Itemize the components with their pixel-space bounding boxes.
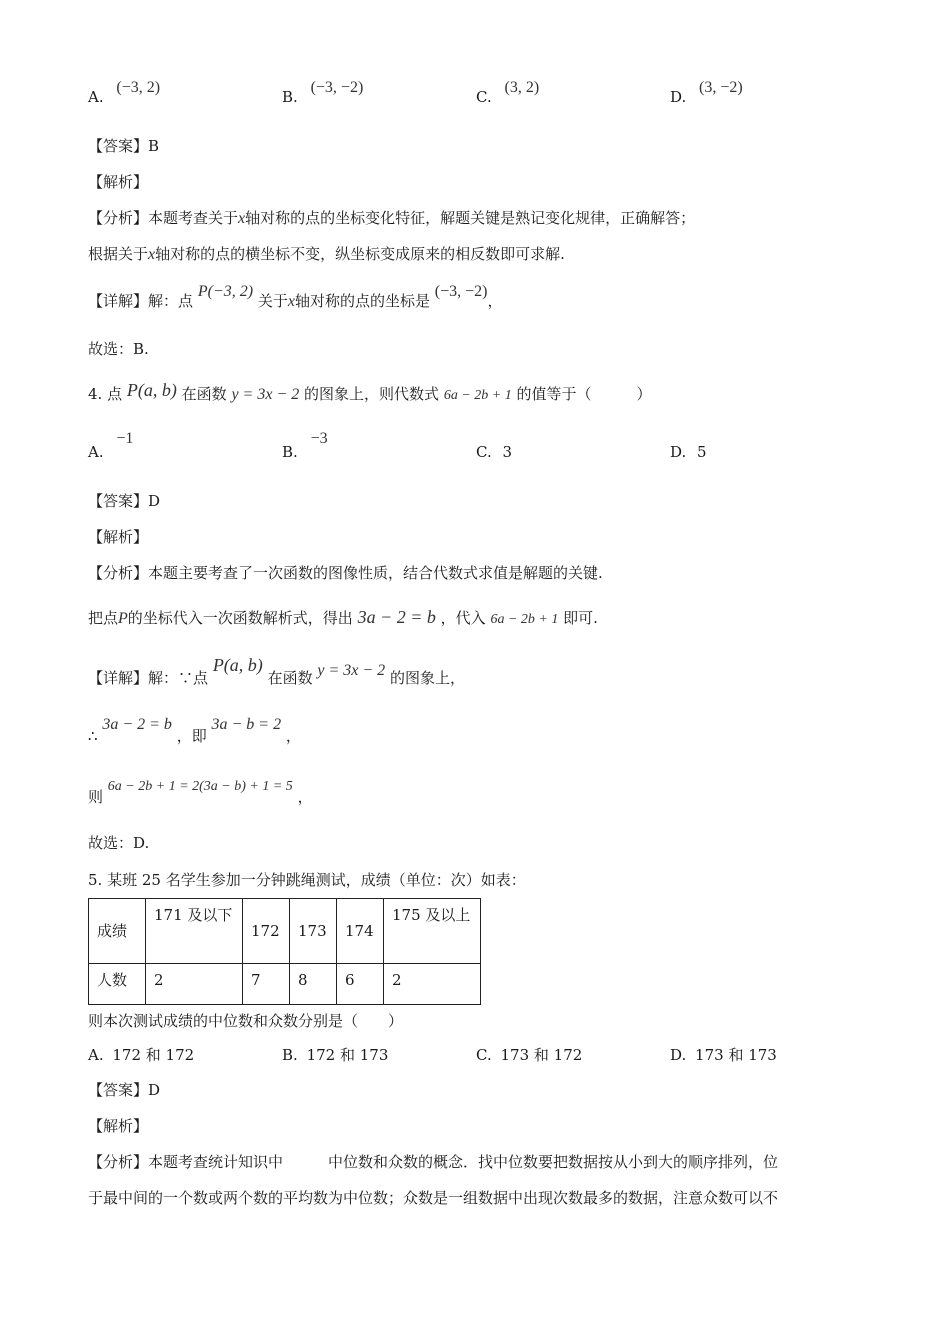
- q5-jiexi: 【解析】: [88, 1117, 149, 1135]
- q3-detail: 【详解】解：点 P(−3, 2) 关于x轴对称的点的坐标是 (−3, −2)，: [88, 283, 503, 310]
- table-cell: 175 及以上: [384, 899, 481, 964]
- q4-option-b: B. −3: [282, 430, 328, 461]
- q4-step1: ∴ 3a − 2 = b ，即 3a − b = 2 ，: [88, 716, 301, 745]
- q4-method: 把点P的坐标代入一次函数解析式，得出 3a − 2 = b ，代入 6a − 2b + 1 即可.: [88, 607, 598, 627]
- q5-question: 则本次测试成绩的中位数和众数分别是（ ）: [88, 1012, 404, 1030]
- q4-stem: 4. 点 P(a, b) 在函数 y = 3x − 2 的图象上，则代数式 6a − 2b + 1 的值等于（ ）: [88, 380, 652, 403]
- table-cell: 171 及以下: [146, 899, 243, 964]
- q5-option-a: A. 172 和 172: [88, 1046, 195, 1064]
- table-cell: 2: [384, 964, 481, 1005]
- table-cell: 173: [290, 899, 337, 964]
- table-row: [89, 964, 481, 1005]
- q4-fenxi: 【分析】本题主要考查了一次函数的图像性质，结合代数式求值是解题的关键.: [88, 564, 603, 582]
- q4-answer: 【答案】D: [88, 492, 161, 510]
- q3-option-c: C. (3, 2): [476, 79, 540, 106]
- q3-choose: 故选：B.: [88, 340, 149, 358]
- table-cell: 174: [337, 899, 384, 964]
- table-header-row: [89, 899, 481, 964]
- q4-jiexi: 【解析】: [88, 528, 149, 546]
- score-table: [88, 898, 481, 1005]
- q5-answer: 【答案】D: [88, 1081, 161, 1099]
- q5-fenxi-line2: 于最中间的一个数或两个数的平均数为中位数；众数是一组数据中出现次数最多的数据，注意众数可以不: [88, 1189, 779, 1207]
- q5-fenxi-line1: 【分析】本题考查统计知识中 中位数和众数的概念．找中位数要把数据按从小到大的顺序排列，位: [88, 1153, 779, 1171]
- table-cell: 7: [243, 964, 290, 1005]
- q4-option-d: D. 5: [670, 443, 707, 461]
- q3-option-a: A. (−3, 2): [88, 79, 161, 106]
- table-cell: 人数: [89, 964, 146, 1005]
- table-cell: 6: [337, 964, 384, 1005]
- q4-option-a: A. −1: [88, 430, 134, 461]
- q3-option-d: D. (3, −2): [670, 79, 743, 106]
- q5-option-d: D. 173 和 173: [670, 1046, 777, 1064]
- table-cell: 172: [243, 899, 290, 964]
- q3-fenxi-line2: 根据关于x轴对称的点的横坐标不变，纵坐标变成原来的相反数即可求解.: [88, 245, 565, 263]
- q3-jiexi: 【解析】: [88, 173, 149, 191]
- q4-detail: 【详解】解：∵点 P(a, b) 在函数 y = 3x − 2 的图象上，: [88, 655, 465, 687]
- q5-option-c: C. 173 和 172: [476, 1046, 583, 1064]
- q4-choose: 故选：D.: [88, 834, 150, 852]
- q5-stem: 5. 某班 25 名学生参加一分钟跳绳测试，成绩（单位：次）如表：: [88, 871, 526, 889]
- q5-option-b: B. 172 和 173: [282, 1046, 389, 1064]
- q3-fenxi-line1: 【分析】本题考查关于x轴对称的点的坐标变化特征，解题关键是熟记变化规律，正确解答；: [88, 209, 696, 227]
- q3-option-b: B. (−3, −2): [282, 79, 364, 106]
- q4-step2: 则 6a − 2b + 1 = 2(3a − b) + 1 = 5 ，: [88, 779, 313, 806]
- table-cell: 2: [146, 964, 243, 1005]
- q4-option-c: C. 3: [476, 443, 513, 461]
- q3-answer: 【答案】B: [88, 137, 160, 155]
- table-cell: 8: [290, 964, 337, 1005]
- table-cell: 成绩: [89, 899, 146, 964]
